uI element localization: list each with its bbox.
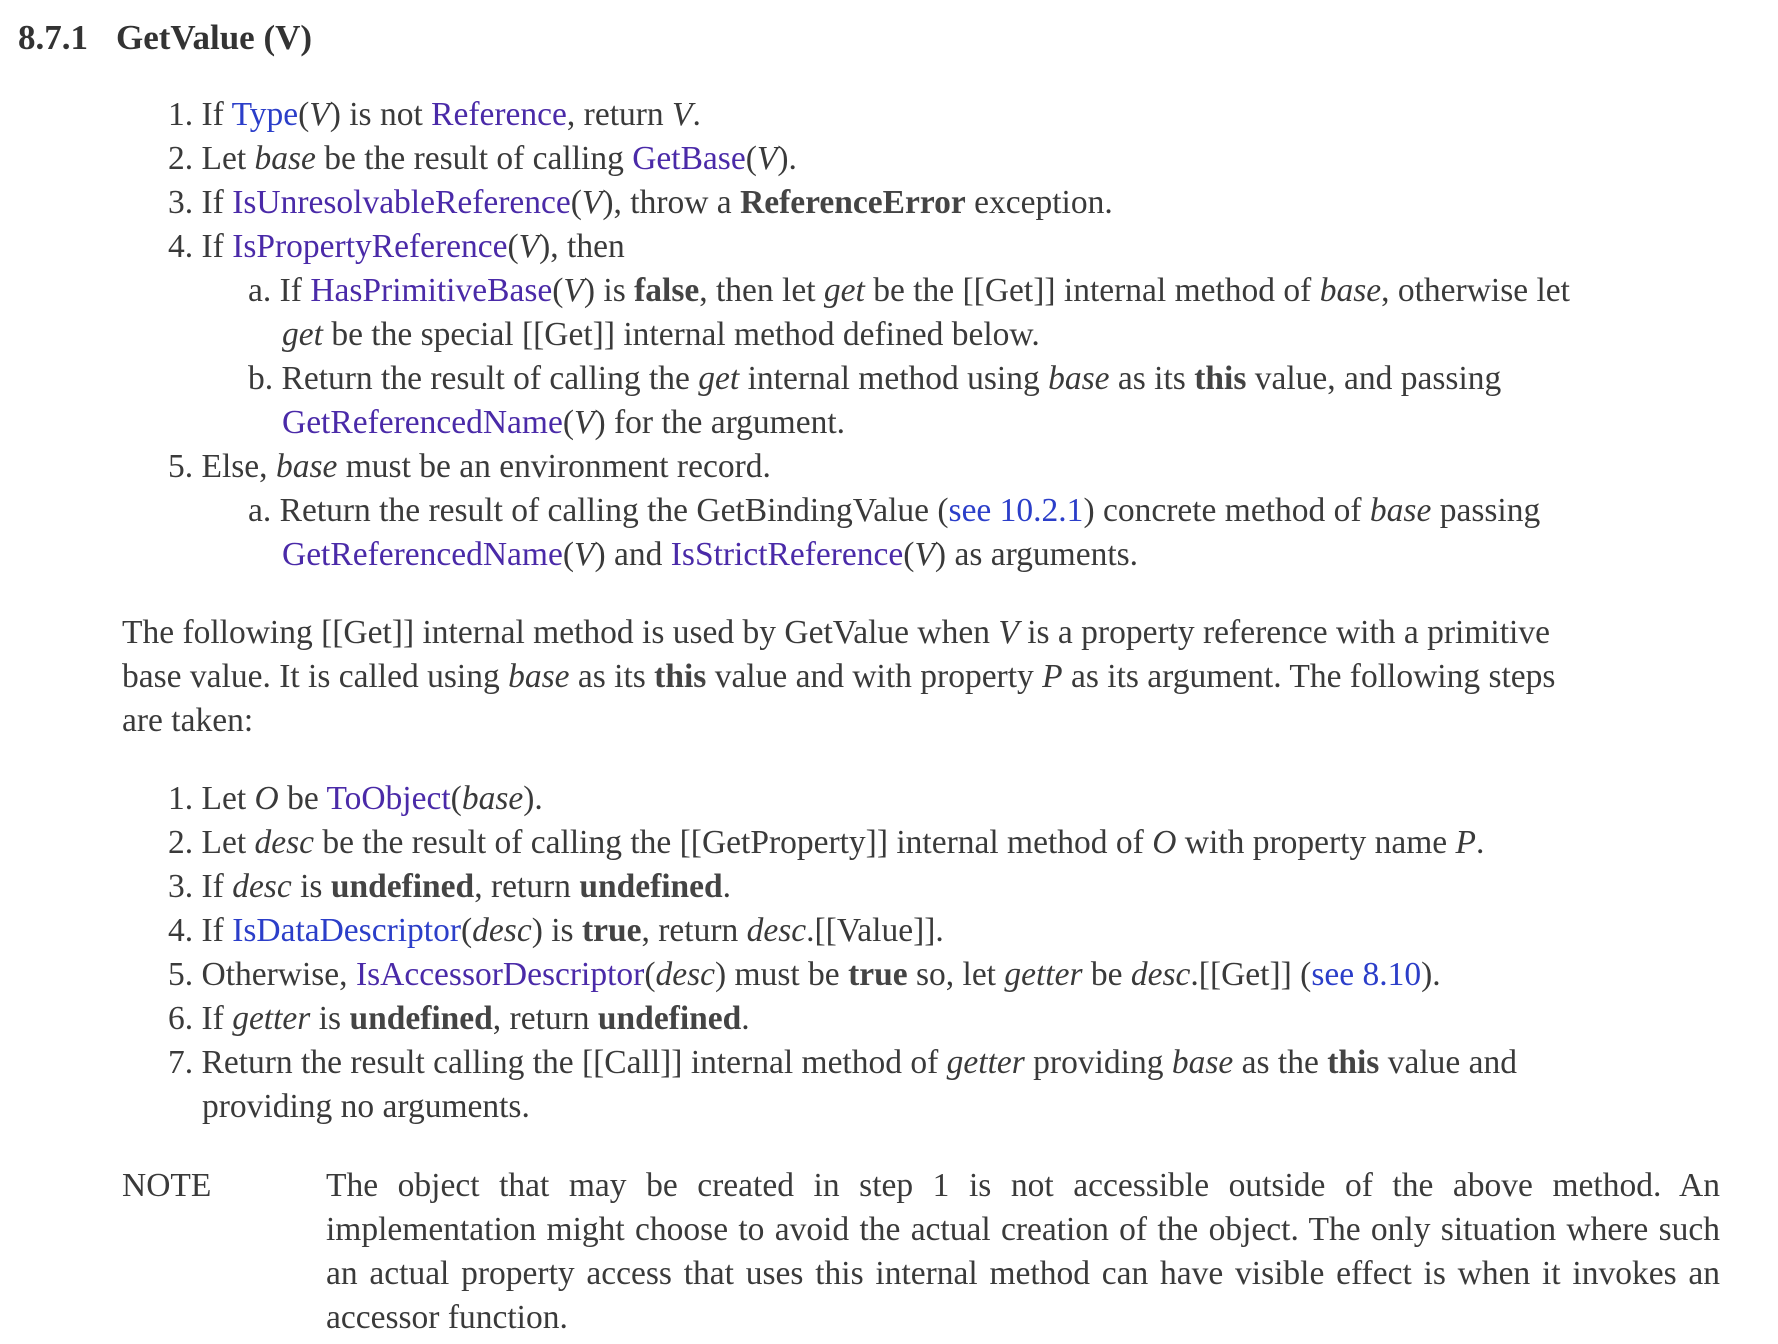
- getvalue-step-4b: b. Return the result of calling the get internal method using base as its this value, and passing: [248, 360, 1502, 397]
- getreferencedname-link-2[interactable]: GetReferencedName: [282, 536, 563, 573]
- reference-link[interactable]: Reference: [431, 96, 567, 133]
- get-step-4: 4. If IsDataDescriptor(desc) is true, return desc.[[Value]].: [168, 912, 944, 949]
- getvalue-step-1: 1. If Type(V) is not Reference, return V.: [168, 96, 701, 133]
- see-10-2-1-link[interactable]: see 10.2.1: [948, 492, 1084, 529]
- paragraph-line-1: The following [[Get]] internal method is used by GetValue when V is a property reference with a primitive: [122, 614, 1550, 651]
- getvalue-step-4b-cont: GetReferencedName(V) for the argument.: [282, 404, 846, 441]
- getvalue-step-5a-cont: GetReferencedName(V) and IsStrictReference(V) as arguments.: [282, 536, 1139, 573]
- get-step-3: 3. If desc is undefined, return undefined.: [168, 868, 732, 905]
- hasprimitivebase-link[interactable]: HasPrimitiveBase: [310, 272, 553, 309]
- getvalue-step-4: 4. If IsPropertyReference(V), then: [168, 228, 625, 265]
- ispropertyreference-link[interactable]: IsPropertyReference: [232, 228, 508, 265]
- getvalue-step-3: 3. If IsUnresolvableReference(V), throw a ReferenceError exception.: [168, 184, 1113, 221]
- getbase-link[interactable]: GetBase: [632, 140, 746, 177]
- isdatadescriptor-link[interactable]: IsDataDescriptor: [232, 912, 462, 949]
- get-step-6: 6. If getter is undefined, return undefined.: [168, 1000, 750, 1037]
- toobject-link[interactable]: ToObject: [326, 780, 451, 817]
- getvalue-step-5a: a. Return the result of calling the GetBindingValue (see 10.2.1) concrete method of base passing: [248, 492, 1541, 529]
- get-step-2: 2. Let desc be the result of calling the [[GetProperty]] internal method of O with property name P.: [168, 824, 1485, 861]
- getvalue-step-2: 2. Let base be the result of calling GetBase(V).: [168, 140, 797, 177]
- get-step-7-cont: providing no arguments.: [202, 1088, 530, 1125]
- get-step-5: 5. Otherwise, IsAccessorDescriptor(desc) must be true so, let getter be desc.[[Get]] (see 8.10).: [168, 956, 1441, 993]
- note-label: NOTE: [122, 1167, 212, 1204]
- section-title: GetValue (V): [116, 18, 313, 57]
- get-step-7: 7. Return the result calling the [[Call]] internal method of getter providing base as the this value and: [168, 1044, 1518, 1081]
- paragraph-line-2: base value. It is called using base as its this value and with property P as its argument. The following steps: [122, 658, 1556, 695]
- isstrictreference-link[interactable]: IsStrictReference: [670, 536, 904, 573]
- getreferencedname-link[interactable]: GetReferencedName: [282, 404, 563, 441]
- section-heading: [18, 16, 312, 60]
- type-link[interactable]: Type: [231, 96, 299, 133]
- note-text: The object that may be created in step 1 is not accessible outside of the above method. An implementation might choose to avoid the actual creation of the object. The only situation where such an actual property access that uses this internal method can have visible effect is when it invokes an accessor function.: [326, 1167, 1720, 1336]
- getvalue-step-5: 5. Else, base must be an environment record.: [168, 448, 771, 485]
- get-step-1: 1. Let O be ToObject(base).: [168, 780, 543, 817]
- see-8-10-link[interactable]: see 8.10: [1311, 956, 1422, 993]
- getvalue-step-4a: a. If HasPrimitiveBase(V) is false, then let get be the [[Get]] internal method of base, otherwise let: [248, 272, 1570, 309]
- isunresolvablereference-link[interactable]: IsUnresolvableReference: [232, 184, 571, 221]
- getvalue-step-4a-cont: get be the special [[Get]] internal method defined below.: [282, 316, 1040, 353]
- isaccessordescriptor-link[interactable]: IsAccessorDescriptor: [355, 956, 645, 993]
- section-number: 8.7.1: [18, 18, 88, 57]
- paragraph-line-3: are taken:: [122, 702, 254, 739]
